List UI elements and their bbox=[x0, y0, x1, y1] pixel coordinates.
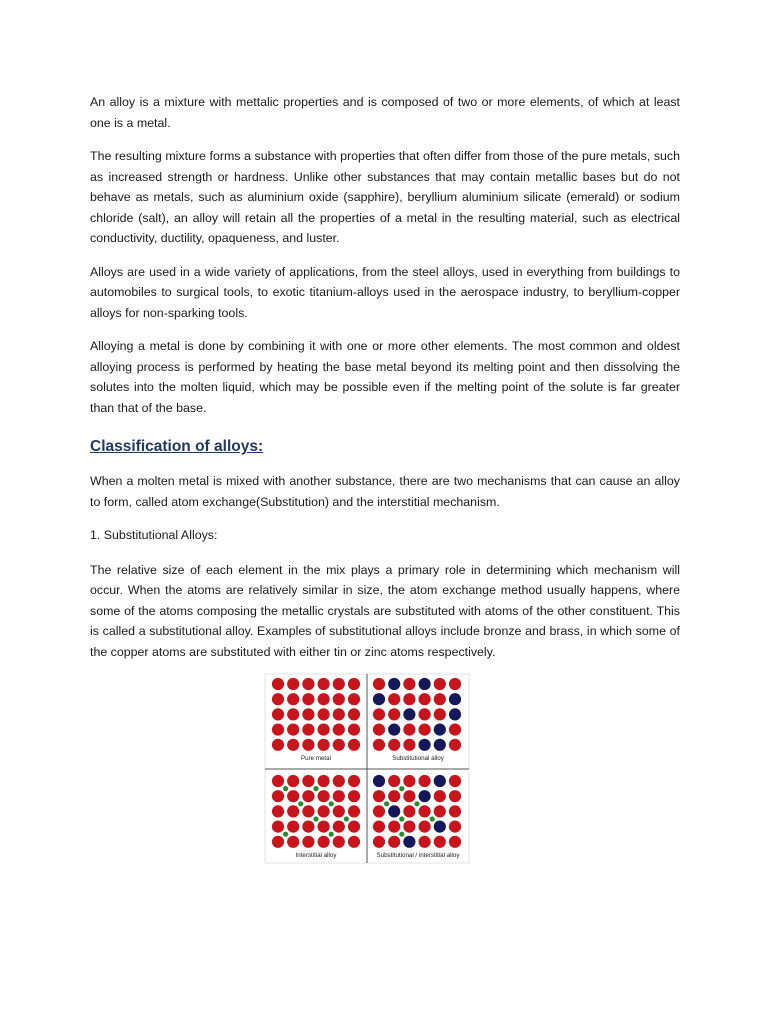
host-atom bbox=[272, 805, 284, 817]
host-atom bbox=[272, 739, 284, 751]
substitute-atom bbox=[419, 739, 431, 751]
host-atom bbox=[348, 739, 360, 751]
host-atom bbox=[403, 724, 415, 736]
host-atom bbox=[348, 693, 360, 705]
alloy-structure-diagram bbox=[264, 673, 470, 864]
host-atom bbox=[419, 805, 431, 817]
paragraph-classification-intro: When a molten metal is mixed with another substance, there are two mechanisms that can cause an alloy to form, called atom exchange(Substitution) and the interstitial mechanism. bbox=[90, 474, 680, 509]
host-atom bbox=[272, 821, 284, 833]
substitute-atom bbox=[434, 739, 446, 751]
host-atom bbox=[449, 821, 461, 833]
host-atom bbox=[449, 724, 461, 736]
host-atom bbox=[287, 708, 299, 720]
host-atom bbox=[373, 678, 385, 690]
substitute-atom bbox=[449, 708, 461, 720]
host-atom bbox=[403, 805, 415, 817]
interstitial-atom bbox=[399, 786, 404, 791]
host-atom bbox=[434, 678, 446, 690]
interstitial-atom bbox=[384, 801, 389, 806]
host-atom bbox=[302, 790, 314, 802]
host-atom bbox=[373, 708, 385, 720]
host-atom bbox=[419, 836, 431, 848]
substitute-atom bbox=[449, 693, 461, 705]
label-pure-metal: Pure metal bbox=[301, 755, 331, 762]
host-atom bbox=[434, 693, 446, 705]
label-interstitial-alloy: Interstitial alloy bbox=[295, 852, 337, 859]
host-atom bbox=[333, 693, 345, 705]
interstitial-atom bbox=[298, 801, 303, 806]
interstitial-atom bbox=[430, 816, 435, 821]
host-atom bbox=[333, 836, 345, 848]
paragraph-alloy-properties: The resulting mixture forms a substance with properties that often differ from those of the pure metals, such as increased strength or hardness. Unlike other substances that may contain metallic bases but do not behave as metals, such as aluminium oxide (sapphire), beryllium aluminium silicate (emerald) or sodium chloride (salt), an alloy will retain all the properties of a metal in the resulting material, such as electrical conductivity, ductility, opaqueness, and luster. bbox=[90, 149, 680, 245]
host-atom bbox=[302, 805, 314, 817]
host-atom bbox=[348, 836, 360, 848]
label-substitutional-alloy: Substitutional alloy bbox=[392, 755, 444, 762]
host-atom bbox=[333, 739, 345, 751]
host-atom bbox=[333, 775, 345, 787]
host-atom bbox=[287, 790, 299, 802]
host-atom bbox=[272, 775, 284, 787]
host-atom bbox=[348, 775, 360, 787]
host-atom bbox=[318, 739, 330, 751]
host-atom bbox=[287, 678, 299, 690]
host-atom bbox=[403, 678, 415, 690]
host-atom bbox=[287, 739, 299, 751]
host-atom bbox=[388, 739, 400, 751]
host-atom bbox=[403, 821, 415, 833]
host-atom bbox=[348, 678, 360, 690]
host-atom bbox=[272, 724, 284, 736]
substitute-atom bbox=[434, 724, 446, 736]
interstitial-atom bbox=[283, 786, 288, 791]
paragraph-substitutional-body: The relative size of each element in the mix plays a primary role in determining which mechanism will occur. When the atoms are relatively similar in size, the atom exchange method usually happens, where some of the atoms composing the metallic crystals are substituted with atoms of the other constituent. This is called a substitutional alloy. Examples of substitutional alloys include bronze and brass, in which some of the copper atoms are substituted with either tin or zinc atoms respectively. bbox=[90, 562, 680, 659]
substitute-atom bbox=[434, 775, 446, 787]
interstitial-atom bbox=[399, 816, 404, 821]
host-atom bbox=[373, 805, 385, 817]
host-atom bbox=[318, 821, 330, 833]
host-atom bbox=[318, 693, 330, 705]
interstitial-atom bbox=[283, 832, 288, 837]
host-atom bbox=[348, 821, 360, 833]
host-atom bbox=[434, 790, 446, 802]
host-atom bbox=[449, 790, 461, 802]
host-atom bbox=[333, 805, 345, 817]
host-atom bbox=[388, 821, 400, 833]
host-atom bbox=[373, 724, 385, 736]
lattice-combined bbox=[373, 775, 461, 848]
lattice-pure bbox=[272, 678, 360, 751]
host-atom bbox=[449, 678, 461, 690]
host-atom bbox=[333, 678, 345, 690]
host-atom bbox=[287, 775, 299, 787]
host-atom bbox=[403, 739, 415, 751]
host-atom bbox=[333, 708, 345, 720]
host-atom bbox=[318, 805, 330, 817]
host-atom bbox=[373, 790, 385, 802]
host-atom bbox=[318, 678, 330, 690]
interstitial-atom bbox=[329, 801, 334, 806]
label-substitutional-interstitial-alloy: Substitutional / interstitial alloy bbox=[376, 852, 460, 859]
host-atom bbox=[348, 724, 360, 736]
subheading-substitutional-alloys: 1. Substitutional Alloys: bbox=[90, 528, 218, 542]
host-atom bbox=[272, 678, 284, 690]
paragraph-alloy-applications: Alloys are used in a wide variety of applications, from the steel alloys, used in everything from buildings to automobiles to surgical tools, to exotic titanium-alloys used in the aerospace industry, to beryllium-copper alloys for non-sparking tools. bbox=[90, 264, 680, 320]
alloy-structure-figure bbox=[264, 673, 470, 864]
host-atom bbox=[419, 693, 431, 705]
host-atom bbox=[449, 739, 461, 751]
host-atom bbox=[302, 693, 314, 705]
host-atom bbox=[302, 836, 314, 848]
host-atom bbox=[403, 693, 415, 705]
host-atom bbox=[373, 836, 385, 848]
host-atom bbox=[302, 821, 314, 833]
host-atom bbox=[272, 708, 284, 720]
host-atom bbox=[333, 724, 345, 736]
substitute-atom bbox=[419, 678, 431, 690]
substitute-atom bbox=[373, 693, 385, 705]
host-atom bbox=[272, 790, 284, 802]
host-atom bbox=[373, 821, 385, 833]
interstitial-atom bbox=[344, 816, 349, 821]
host-atom bbox=[434, 805, 446, 817]
lattice-substitutional bbox=[373, 678, 461, 751]
host-atom bbox=[434, 708, 446, 720]
host-atom bbox=[287, 805, 299, 817]
host-atom bbox=[302, 724, 314, 736]
substitute-atom bbox=[373, 775, 385, 787]
host-atom bbox=[388, 836, 400, 848]
host-atom bbox=[318, 775, 330, 787]
host-atom bbox=[419, 821, 431, 833]
substitute-atom bbox=[403, 836, 415, 848]
substitute-atom bbox=[434, 821, 446, 833]
host-atom bbox=[403, 775, 415, 787]
host-atom bbox=[302, 739, 314, 751]
host-atom bbox=[272, 693, 284, 705]
host-atom bbox=[388, 790, 400, 802]
host-atom bbox=[333, 821, 345, 833]
substitute-atom bbox=[388, 724, 400, 736]
substitute-atom bbox=[388, 678, 400, 690]
substitute-atom bbox=[388, 805, 400, 817]
host-atom bbox=[318, 724, 330, 736]
host-atom bbox=[318, 708, 330, 720]
host-atom bbox=[272, 836, 284, 848]
paragraph-alloy-definition: An alloy is a mixture with mettalic properties and is composed of two or more elements, of which at least one is a metal. bbox=[90, 95, 680, 130]
host-atom bbox=[449, 775, 461, 787]
host-atom bbox=[419, 708, 431, 720]
host-atom bbox=[419, 724, 431, 736]
host-atom bbox=[348, 708, 360, 720]
atoms-layer bbox=[265, 674, 469, 863]
substitute-atom bbox=[403, 708, 415, 720]
host-atom bbox=[318, 790, 330, 802]
paragraph-alloying-process: Alloying a metal is done by combining it with one or more other elements. The most common and oldest alloying process is performed by heating the base metal beyond its melting point and then dissolving the solutes into the molten liquid, which may be possible even if the melting point of the solute is far greater than that of the base. bbox=[90, 339, 680, 415]
interstitial-atom bbox=[399, 832, 404, 837]
host-atom bbox=[287, 821, 299, 833]
host-atom bbox=[302, 775, 314, 787]
host-atom bbox=[434, 836, 446, 848]
interstitial-atom bbox=[329, 832, 334, 837]
host-atom bbox=[449, 805, 461, 817]
host-atom bbox=[419, 775, 431, 787]
substitute-atom bbox=[419, 790, 431, 802]
lattice-interstitial bbox=[272, 775, 360, 848]
host-atom bbox=[388, 775, 400, 787]
host-atom bbox=[287, 693, 299, 705]
interstitial-atom bbox=[313, 786, 318, 791]
host-atom bbox=[403, 790, 415, 802]
host-atom bbox=[287, 836, 299, 848]
host-atom bbox=[287, 724, 299, 736]
document-page bbox=[90, 92, 680, 675]
interstitial-atom bbox=[414, 801, 419, 806]
host-atom bbox=[449, 836, 461, 848]
host-atom bbox=[318, 836, 330, 848]
host-atom bbox=[348, 805, 360, 817]
host-atom bbox=[302, 678, 314, 690]
host-atom bbox=[302, 708, 314, 720]
host-atom bbox=[388, 708, 400, 720]
host-atom bbox=[348, 790, 360, 802]
host-atom bbox=[373, 739, 385, 751]
host-atom bbox=[388, 693, 400, 705]
section-heading-classification: Classification of alloys: bbox=[90, 438, 264, 455]
host-atom bbox=[333, 790, 345, 802]
interstitial-atom bbox=[313, 816, 318, 821]
